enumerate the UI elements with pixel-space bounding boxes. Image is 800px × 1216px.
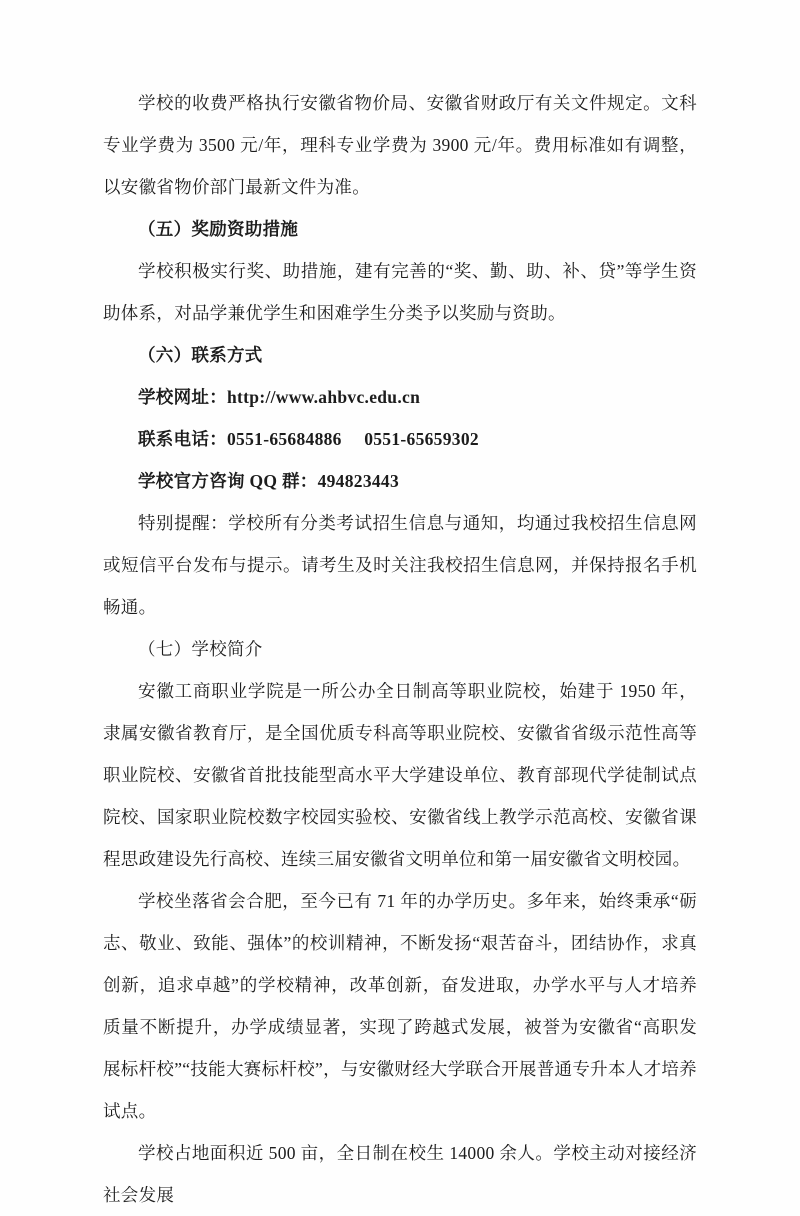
heading-section-5-scholarship: （五）奖励资助措施 bbox=[138, 219, 299, 239]
page-content bbox=[103, 82, 697, 1216]
line-school-website: 学校网址：http://www.ahbvc.edu.cn bbox=[138, 387, 421, 407]
paragraph-school-intro-2: 学校坐落省会合肥，至今已有 71 年的办学历史。多年来，始终秉承“砺志、敬业、致能、强体”的校训精神，不断发扬“艰苦奋斗，团结协作，求真创新，追求卓越”的学校精神，改革创新，奋发进取，办学水平与人才培养质量不断提升，办学成绩显著，实现了跨越式发展，被誉为安徽省“高职发展标杆校”“技能大赛标杆校”，与安徽财经大学联合开展普通专升本人才培养试点。 bbox=[103, 891, 697, 1121]
heading-section-7-school-intro: （七）学校简介 bbox=[138, 639, 263, 659]
heading-section-6-contact: （六）联系方式 bbox=[138, 345, 263, 365]
paragraph-tuition-fees: 学校的收费严格执行安徽省物价局、安徽省财政厅有关文件规定。文科专业学费为 3500 元/年，理科专业学费为 3900 元/年。费用标准如有调整，以安徽省物价部门最新文件为准。 bbox=[103, 93, 697, 197]
paragraph-school-intro-3: 学校占地面积近 500 亩，全日制在校生 14000 余人。学校主动对接经济社会发展 bbox=[103, 1143, 697, 1205]
line-qq-group: 学校官方咨询 QQ 群：494823443 bbox=[138, 471, 400, 491]
paragraph-scholarship-detail: 学校积极实行奖、助措施，建有完善的“奖、勤、助、补、贷”等学生资助体系，对品学兼优学生和困难学生分类予以奖励与资助。 bbox=[103, 261, 697, 323]
paragraph-special-reminder: 特别提醒：学校所有分类考试招生信息与通知，均通过我校招生信息网或短信平台发布与提示。请考生及时关注我校招生信息网，并保持报名手机畅通。 bbox=[103, 513, 697, 617]
paragraph-school-intro-1: 安徽工商职业学院是一所公办全日制高等职业院校，始建于 1950 年，隶属安徽省教育厅，是全国优质专科高等职业院校、安徽省省级示范性高等职业院校、安徽省首批技能型高水平大学建设单位、教育部现代学徒制试点院校、国家职业院校数字校园实验校、安徽省线上教学示范高校、安徽省课程思政建设先行高校、连续三届安徽省文明单位和第一届安徽省文明校园。 bbox=[103, 681, 697, 869]
line-contact-phone: 联系电话：0551-65684886 0551-65659302 bbox=[138, 429, 479, 449]
